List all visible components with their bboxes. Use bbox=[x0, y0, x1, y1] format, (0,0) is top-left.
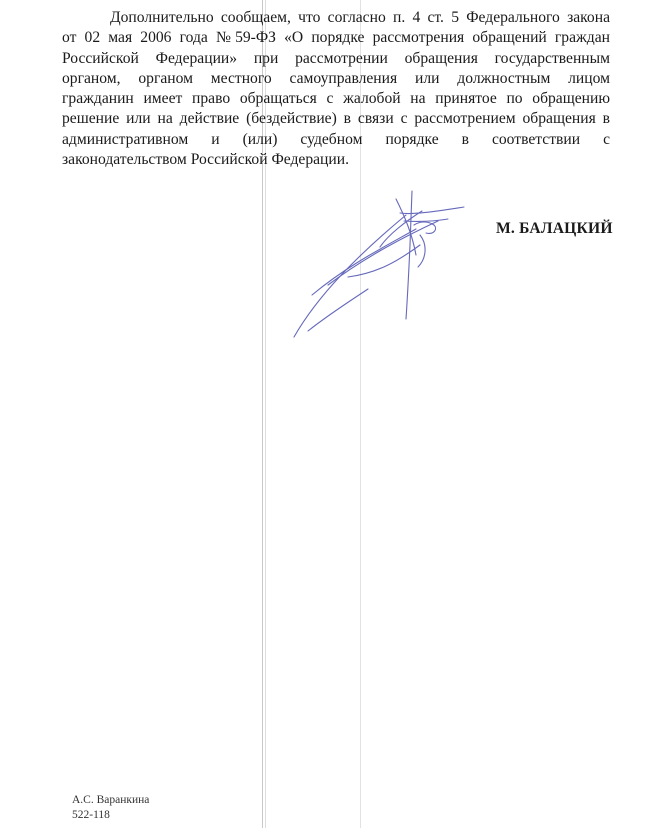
paragraph-line: органом, органом местного самоуправления или должностным лицом bbox=[62, 69, 610, 87]
executor-info bbox=[72, 793, 149, 822]
paragraph-line: административном и (или) судебном порядке в соответствии с bbox=[62, 130, 610, 148]
handwritten-signature bbox=[288, 185, 478, 345]
executor-phone: 522-118 bbox=[72, 808, 110, 821]
paragraph-line: от 02 мая 2006 года №59-ФЗ «О порядке рассмотрения обращений граждан bbox=[62, 29, 610, 47]
executor-name: А.С. Варанкина bbox=[72, 794, 150, 806]
signer-name: М. БАЛАЦКИЙ bbox=[496, 220, 613, 237]
paragraph-line: решение или на действие (бездействие) в связи с рассмотрением обращения в bbox=[62, 110, 610, 128]
paragraph-line: гражданин имеет право обращаться с жалобой на принятое по обращению bbox=[62, 90, 610, 108]
paragraph-line: законодательством Российской Федерации. bbox=[62, 151, 349, 169]
letter-paragraph bbox=[62, 8, 610, 170]
paragraph-line: Дополнительно сообщаем, что согласно п. 4 ст. 5 Федерального закона bbox=[110, 9, 610, 26]
paragraph-line: Российской Федерации» при рассмотрении обращения государственным bbox=[62, 49, 610, 67]
